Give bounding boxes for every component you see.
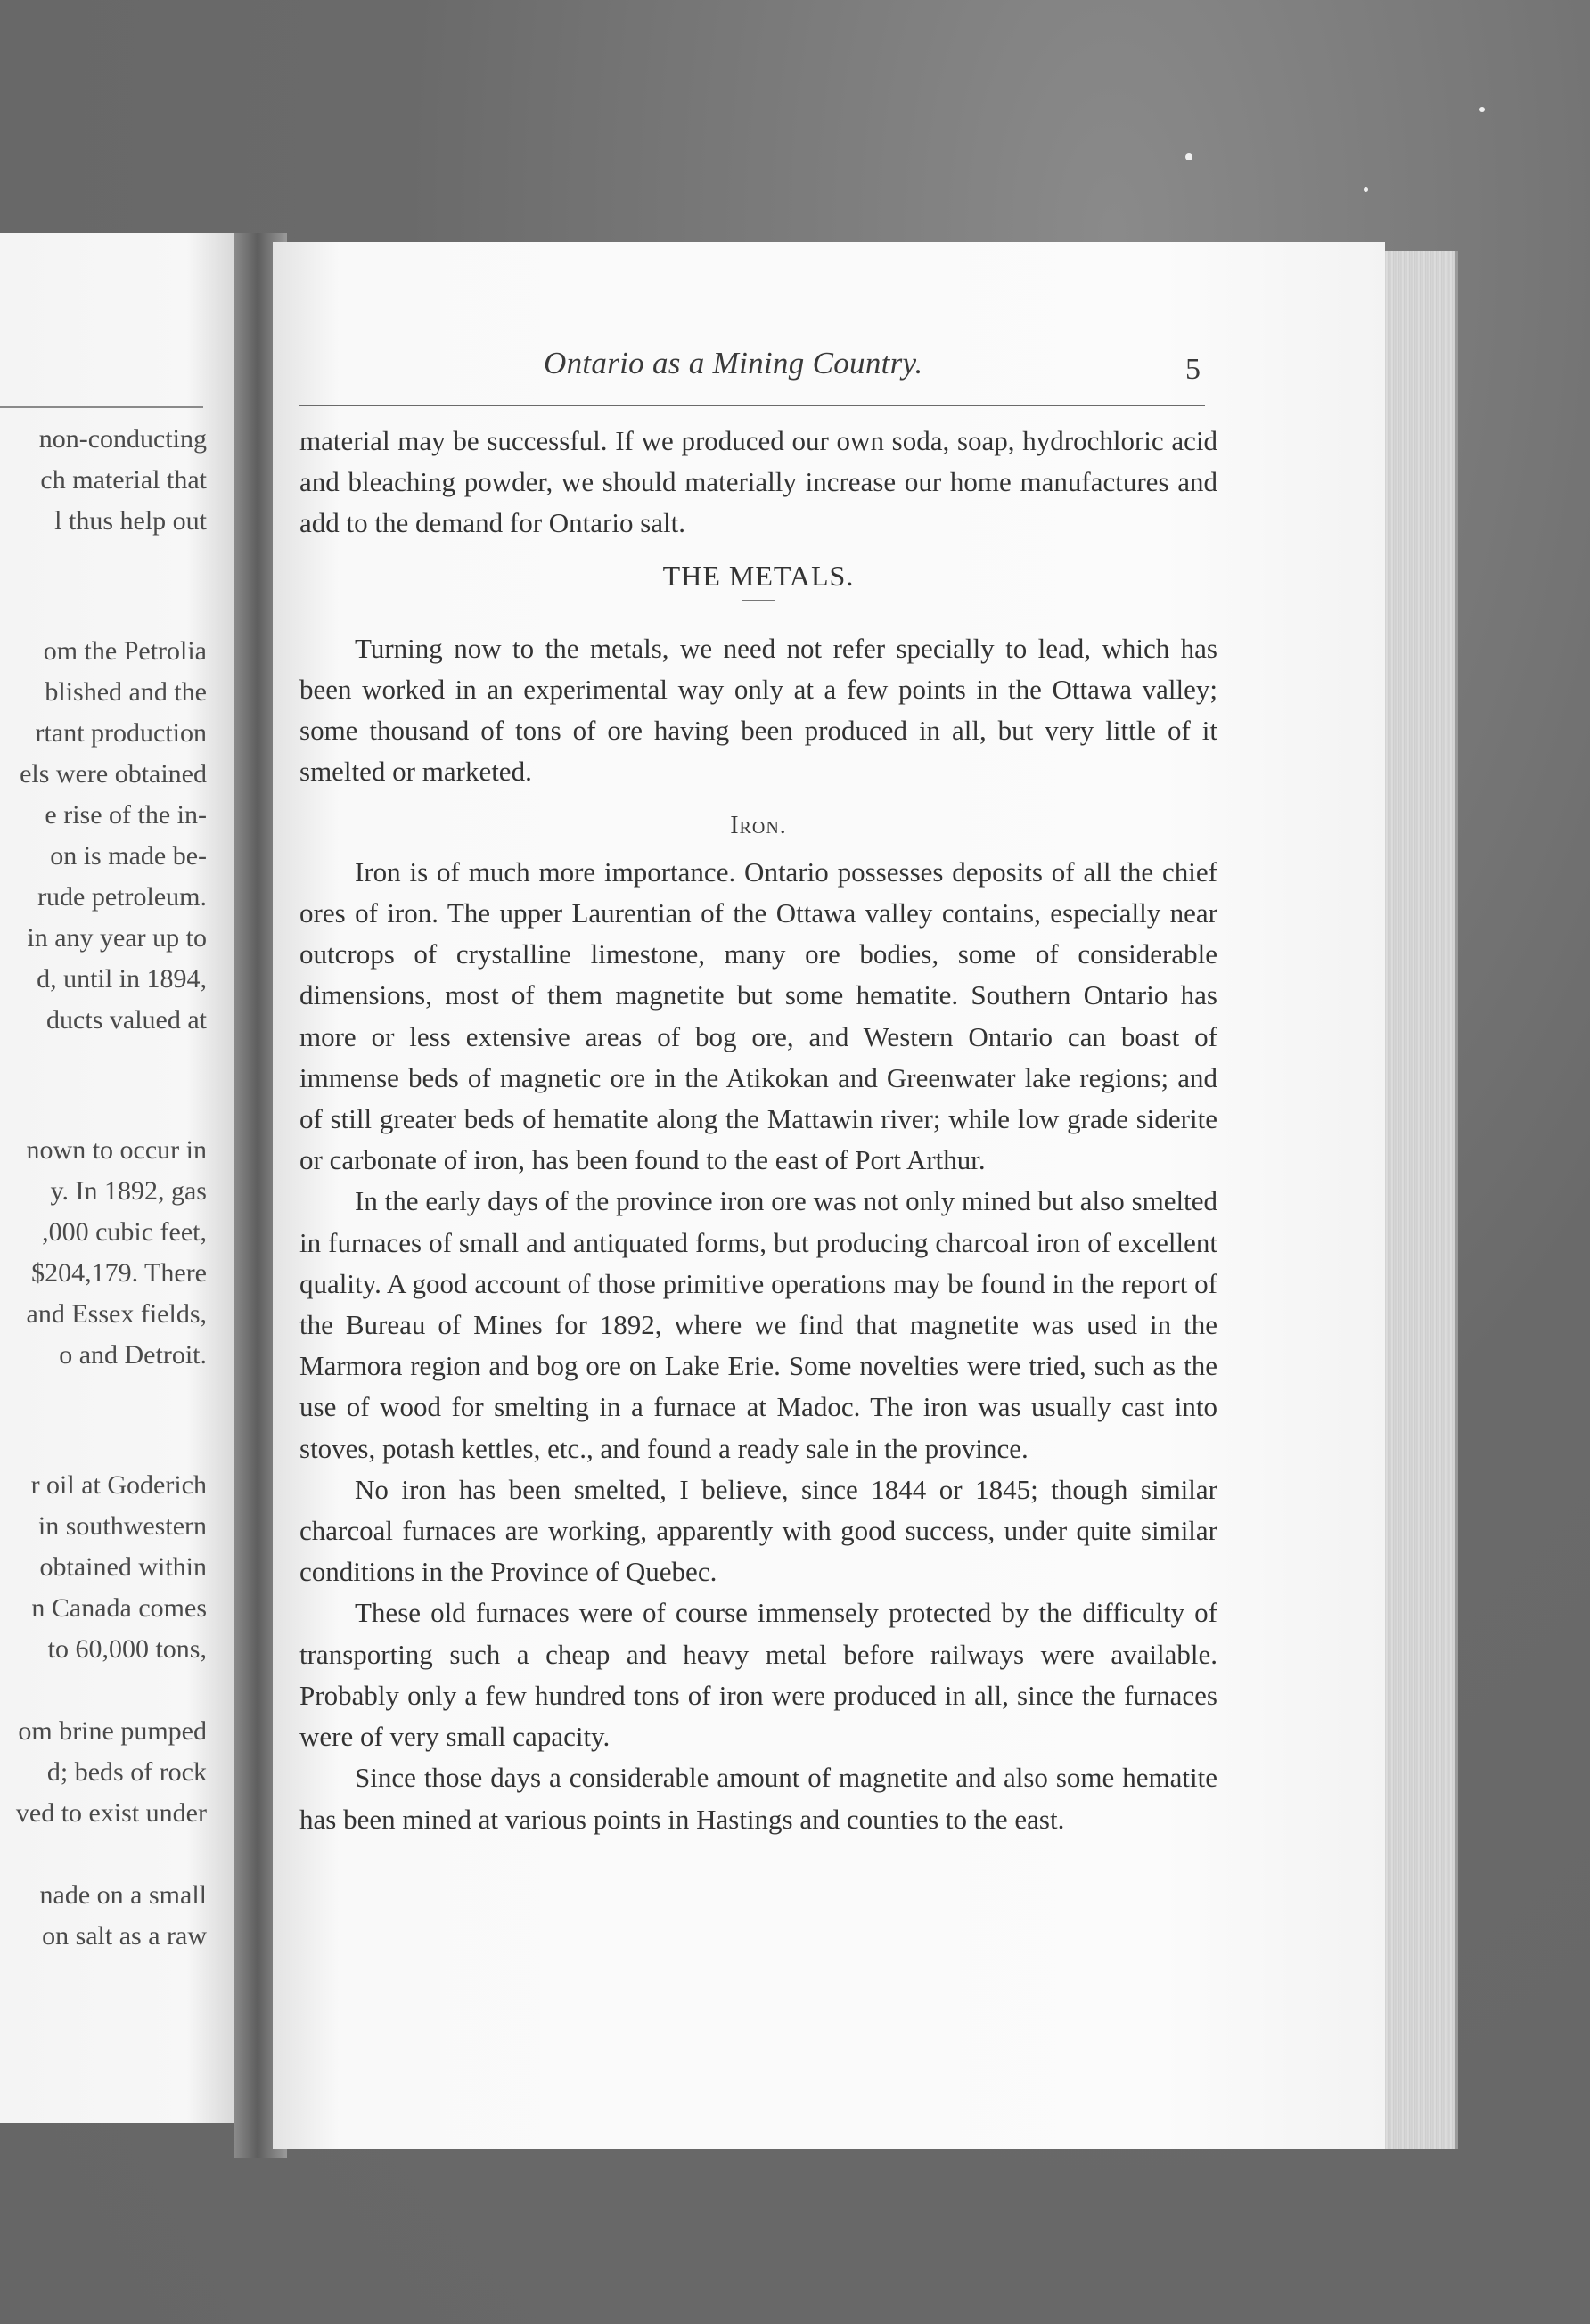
page-body <box>299 421 1217 1840</box>
left-page-line: om the Petrolia <box>43 636 207 666</box>
left-page-line: d; beds of rock <box>46 1757 207 1787</box>
left-page-line: n Canada comes <box>31 1593 207 1623</box>
left-page-line: on is made be- <box>50 841 207 871</box>
left-page-line: rtant production <box>35 718 207 748</box>
paragraph-continuation: material may be successful. If we produced our own soda, soap, hydrochloric acid and bleaching powder, we should materially increase our home manufactures and add to the demand for Ontario salt. <box>299 425 1217 539</box>
left-page-line: obtained within <box>39 1552 207 1582</box>
left-page-line: non-conducting <box>38 424 207 454</box>
left-page-line: to 60,000 tons, <box>47 1634 207 1664</box>
left-page <box>0 233 267 2123</box>
paragraph-iron-5: Since those days a considerable amount of magnetite and also some hematite has been mined at various points in Hastings and counties to the east. <box>299 1762 1217 1835</box>
subsection-title: Iron. <box>730 811 787 839</box>
left-page-line: e rise of the in- <box>45 800 207 830</box>
left-page-line: in southwestern <box>37 1511 207 1541</box>
left-page-line: d, until in 1894, <box>37 964 207 994</box>
left-page-line: nade on a small <box>39 1880 207 1910</box>
left-page-line: om brine pumped <box>18 1716 207 1746</box>
paragraph-iron-3: No iron has been smelted, I believe, since 1844 or 1845; though similar charcoal furnaces are working, apparently with good success, under quite similar conditions in the Province of Quebec. <box>299 1473 1217 1588</box>
paragraph-iron-2: In the early days of the province iron ore was not only mined but also smelted in furnaces of small and antiquated forms, but producing charcoal iron of excellent quality. A good account of those primitive operations may be found in the report of the Bureau of Mines for 1892, where we find that magnetite was used in the Marmora region and bog ore on Lake Erie. Some novelties were tried, such as the use of wood for smelting in a furnace at Madoc. The iron was usually cast into stoves, potash kettles, etc., and found a ready sale in the province. <box>299 1185 1217 1464</box>
running-title: Ontario as a Mining Country. <box>544 346 923 381</box>
header-rule <box>299 405 1205 406</box>
page-number: 5 <box>1185 353 1201 386</box>
page-block-edges <box>1373 251 1458 2149</box>
left-page-line: ducts valued at <box>46 1005 207 1035</box>
left-page-line: els were obtained <box>20 759 207 789</box>
left-page-line: ,000 cubic feet, <box>42 1217 207 1247</box>
dust-speck <box>1479 107 1485 112</box>
paragraph-iron-1: Iron is of much more importance. Ontario possesses deposits of all the chief ores of iron. The upper Laurentian of the Ottawa valley contains, especially near outcrops of crystalline limestone, many ore bodies, some of considerable dimensions, most of them magnetite but some hematite. Southern Ontario has more or less extensive areas of bog ore, and Western Ontario can boast of immense beds of magnetic ore in the Atikokan and Greenwater lake regions; and of still greater beds of hematite along the Mattawin river; while low grade siderite or carbonate of iron, has been found to the east of Port Arthur. <box>299 855 1217 1176</box>
left-page-line: ved to exist under <box>15 1798 207 1828</box>
left-page-line: in any year up to <box>27 923 207 953</box>
dust-speck <box>1185 153 1192 160</box>
left-page-line: nown to occur in <box>26 1135 207 1165</box>
left-page-line: on salt as a raw <box>42 1921 207 1951</box>
left-page-line: and Essex fields, <box>26 1299 207 1329</box>
left-page-line: ch material that <box>40 465 207 495</box>
section-divider <box>742 600 775 601</box>
dust-speck <box>1364 187 1368 192</box>
paragraph-iron-4: These old furnaces were of course immensely protected by the difficulty of transporting such a cheap and heavy metal before railways were available. Probably only a few hundred tons of iron were produced in all, since the furnaces were of very small capacity. <box>299 1597 1217 1753</box>
paragraph-metals: Turning now to the metals, we need not refer specially to lead, which has been worked in an experimental way only at a few points in the Ottawa valley; some thousand of tons of ore having been produced in all, but very little of it smelted or marketed. <box>299 632 1217 788</box>
left-page-line: $204,179. There <box>31 1258 207 1288</box>
left-page-line: r oil at Goderich <box>30 1470 207 1500</box>
section-title: THE METALS. <box>662 559 855 592</box>
left-page-line: y. In 1892, gas <box>50 1176 207 1206</box>
left-page-line: o and Detroit. <box>59 1340 207 1370</box>
left-page-header-rule <box>0 406 203 408</box>
left-page-line: blished and the <box>45 677 207 707</box>
left-page-line: l thus help out <box>54 506 207 536</box>
left-page-line: rude petroleum. <box>37 882 207 912</box>
